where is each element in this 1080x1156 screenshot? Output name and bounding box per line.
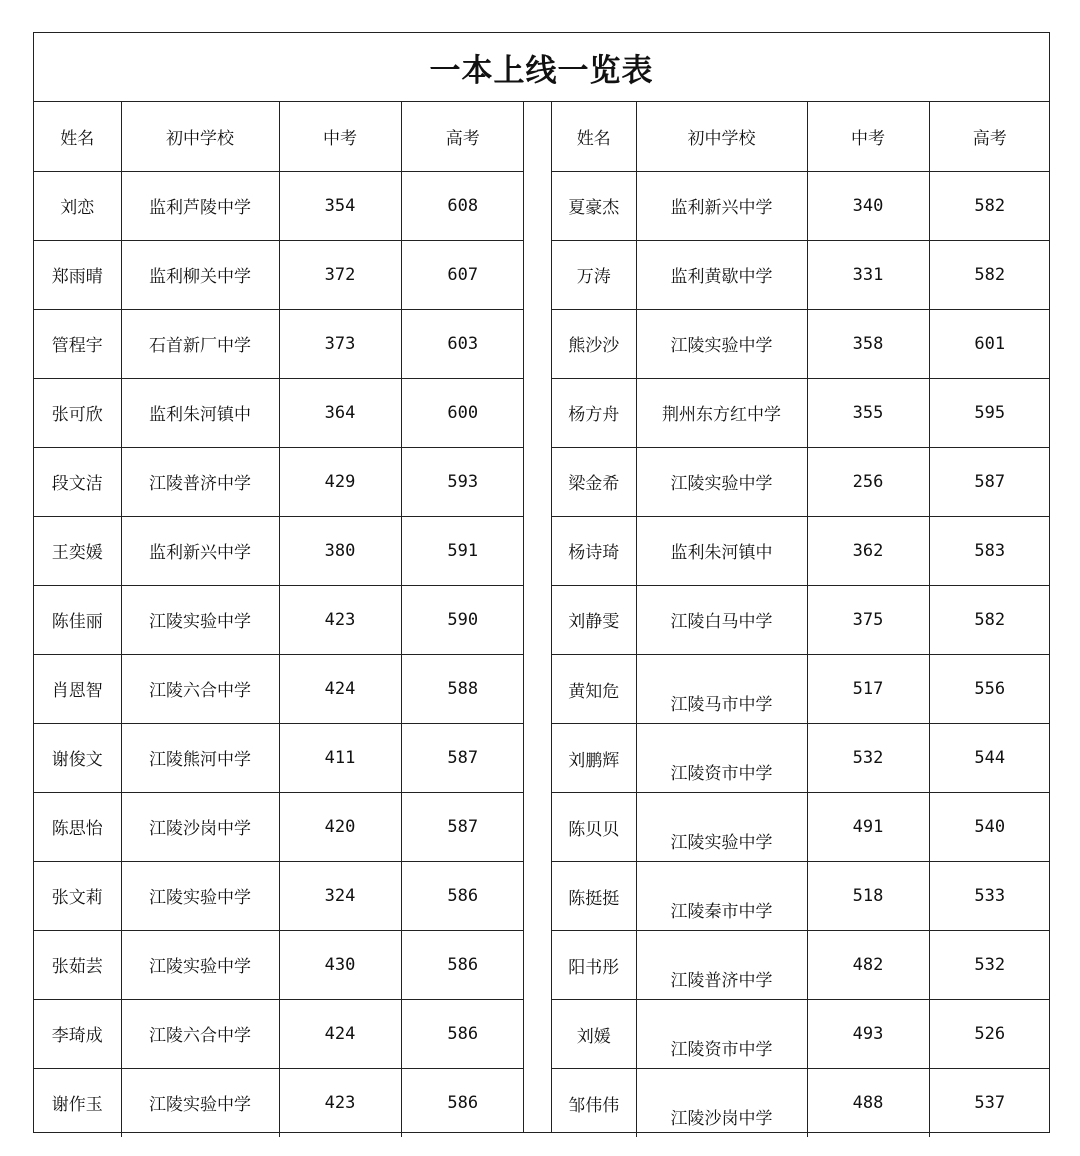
zhongkao-score: 420 (279, 792, 401, 861)
table-row (34, 585, 524, 654)
school-name: 江陵资市中学 (636, 723, 807, 792)
zhongkao-score: 429 (279, 447, 401, 516)
table-row (552, 792, 1050, 861)
school-name: 江陵实验中学 (121, 1068, 279, 1137)
gaokao-score: 591 (401, 516, 524, 585)
gaokao-score: 587 (401, 723, 524, 792)
gaokao-score: 586 (401, 861, 524, 930)
school-name: 荆州东方红中学 (636, 378, 807, 447)
zhongkao-score: 256 (807, 447, 929, 516)
gaokao-score: 544 (929, 723, 1050, 792)
student-name: 管程宇 (34, 309, 121, 378)
header-school: 初中学校 (636, 102, 807, 171)
header-gaokao: 高考 (929, 102, 1050, 171)
table-row (552, 861, 1050, 930)
student-name: 张茹芸 (34, 930, 121, 999)
school-name: 江陵实验中学 (121, 930, 279, 999)
school-name: 江陵沙岗中学 (121, 792, 279, 861)
gaokao-score: 532 (929, 930, 1050, 999)
table-row (552, 240, 1050, 309)
zhongkao-score: 331 (807, 240, 929, 309)
gaokao-score: 587 (929, 447, 1050, 516)
student-name: 陈挺挺 (552, 861, 636, 930)
school-name: 江陵实验中学 (636, 792, 807, 861)
right-table-half (551, 102, 1049, 1132)
table-row (552, 171, 1050, 240)
gaokao-score: 537 (929, 1068, 1050, 1137)
student-name: 刘媛 (552, 999, 636, 1068)
zhongkao-score: 482 (807, 930, 929, 999)
table-row (34, 378, 524, 447)
header-gaokao: 高考 (401, 102, 524, 171)
table-row (552, 1068, 1050, 1137)
school-name: 江陵六合中学 (121, 654, 279, 723)
student-name: 李琦成 (34, 999, 121, 1068)
gaokao-score: 556 (929, 654, 1050, 723)
school-name: 江陵白马中学 (636, 585, 807, 654)
school-name: 监利新兴中学 (636, 171, 807, 240)
zhongkao-score: 493 (807, 999, 929, 1068)
header-zhongkao: 中考 (807, 102, 929, 171)
gaokao-score: 586 (401, 999, 524, 1068)
student-name: 陈佳丽 (34, 585, 121, 654)
table-row (552, 723, 1050, 792)
school-name: 监利芦陵中学 (121, 171, 279, 240)
zhongkao-score: 372 (279, 240, 401, 309)
student-name: 杨方舟 (552, 378, 636, 447)
zhongkao-score: 375 (807, 585, 929, 654)
gaokao-score: 588 (401, 654, 524, 723)
table-row (34, 792, 524, 861)
table-row (34, 930, 524, 999)
gaokao-score: 582 (929, 585, 1050, 654)
right-grid (552, 102, 1050, 1137)
student-name: 熊沙沙 (552, 309, 636, 378)
student-name: 刘鹏辉 (552, 723, 636, 792)
zhongkao-score: 380 (279, 516, 401, 585)
zhongkao-score: 491 (807, 792, 929, 861)
student-name: 张可欣 (34, 378, 121, 447)
zhongkao-score: 324 (279, 861, 401, 930)
school-name: 监利朱河镇中 (121, 378, 279, 447)
zhongkao-score: 354 (279, 171, 401, 240)
gaokao-score: 582 (929, 240, 1050, 309)
zhongkao-score: 517 (807, 654, 929, 723)
table-row (34, 723, 524, 792)
school-name: 江陵沙岗中学 (636, 1068, 807, 1137)
student-name: 张文莉 (34, 861, 121, 930)
table-row (34, 1068, 524, 1137)
table-row (34, 516, 524, 585)
gaokao-score: 586 (401, 1068, 524, 1137)
zhongkao-score: 362 (807, 516, 929, 585)
student-name: 刘恋 (34, 171, 121, 240)
school-name: 监利新兴中学 (121, 516, 279, 585)
title-row (34, 33, 1049, 102)
table-row (34, 654, 524, 723)
zhongkao-score: 518 (807, 861, 929, 930)
zhongkao-score: 424 (279, 999, 401, 1068)
student-name: 肖恩智 (34, 654, 121, 723)
school-name: 江陵秦市中学 (636, 861, 807, 930)
gaokao-score: 587 (401, 792, 524, 861)
student-name: 谢俊文 (34, 723, 121, 792)
zhongkao-score: 424 (279, 654, 401, 723)
table-row (552, 447, 1050, 516)
school-name: 江陵实验中学 (636, 447, 807, 516)
zhongkao-score: 340 (807, 171, 929, 240)
table-row (34, 999, 524, 1068)
table-row (552, 930, 1050, 999)
school-name: 江陵实验中学 (121, 861, 279, 930)
zhongkao-score: 358 (807, 309, 929, 378)
zhongkao-score: 355 (807, 378, 929, 447)
zhongkao-score: 532 (807, 723, 929, 792)
results-table (33, 32, 1050, 1133)
school-name: 江陵马市中学 (636, 654, 807, 723)
gaokao-score: 600 (401, 378, 524, 447)
table-row (34, 447, 524, 516)
zhongkao-score: 423 (279, 585, 401, 654)
zhongkao-score: 488 (807, 1068, 929, 1137)
table-row (552, 378, 1050, 447)
header-zhongkao: 中考 (279, 102, 401, 171)
student-name: 黄知危 (552, 654, 636, 723)
left-grid (34, 102, 524, 1137)
table-row (552, 585, 1050, 654)
table-row (34, 171, 524, 240)
school-name: 监利柳关中学 (121, 240, 279, 309)
student-name: 阳书彤 (552, 930, 636, 999)
school-name: 石首新厂中学 (121, 309, 279, 378)
student-name: 谢作玉 (34, 1068, 121, 1137)
table-row (552, 999, 1050, 1068)
table-row (34, 861, 524, 930)
gaokao-score: 526 (929, 999, 1050, 1068)
header-row (552, 102, 1050, 171)
school-name: 江陵资市中学 (636, 999, 807, 1068)
zhongkao-score: 364 (279, 378, 401, 447)
gaokao-score: 601 (929, 309, 1050, 378)
header-row (34, 102, 524, 171)
left-table-half (34, 102, 524, 1132)
zhongkao-score: 373 (279, 309, 401, 378)
header-name: 姓名 (34, 102, 121, 171)
student-name: 刘静雯 (552, 585, 636, 654)
school-name: 监利朱河镇中 (636, 516, 807, 585)
student-name: 郑雨晴 (34, 240, 121, 309)
gaokao-score: 582 (929, 171, 1050, 240)
gaokao-score: 540 (929, 792, 1050, 861)
student-name: 夏豪杰 (552, 171, 636, 240)
gaokao-score: 590 (401, 585, 524, 654)
zhongkao-score: 430 (279, 930, 401, 999)
table-row (552, 309, 1050, 378)
gaokao-score: 533 (929, 861, 1050, 930)
school-name: 江陵六合中学 (121, 999, 279, 1068)
zhongkao-score: 411 (279, 723, 401, 792)
school-name: 监利黄歇中学 (636, 240, 807, 309)
school-name: 江陵实验中学 (636, 309, 807, 378)
student-name: 万涛 (552, 240, 636, 309)
table-row (34, 309, 524, 378)
gaokao-score: 595 (929, 378, 1050, 447)
header-school: 初中学校 (121, 102, 279, 171)
school-name: 江陵普济中学 (121, 447, 279, 516)
gaokao-score: 586 (401, 930, 524, 999)
table-row (552, 654, 1050, 723)
gaokao-score: 603 (401, 309, 524, 378)
school-name: 江陵普济中学 (636, 930, 807, 999)
student-name: 陈思怡 (34, 792, 121, 861)
gaokao-score: 593 (401, 447, 524, 516)
table-row (34, 240, 524, 309)
student-name: 段文洁 (34, 447, 121, 516)
student-name: 杨诗琦 (552, 516, 636, 585)
school-name: 江陵实验中学 (121, 585, 279, 654)
student-name: 陈贝贝 (552, 792, 636, 861)
student-name: 梁金希 (552, 447, 636, 516)
header-name: 姓名 (552, 102, 636, 171)
table-row (552, 516, 1050, 585)
gaokao-score: 607 (401, 240, 524, 309)
student-name: 王奕媛 (34, 516, 121, 585)
school-name: 江陵熊河中学 (121, 723, 279, 792)
zhongkao-score: 423 (279, 1068, 401, 1137)
student-name: 邹伟伟 (552, 1068, 636, 1137)
gaokao-score: 608 (401, 171, 524, 240)
gaokao-score: 583 (929, 516, 1050, 585)
table-title: 一本上线一览表 (429, 52, 654, 89)
